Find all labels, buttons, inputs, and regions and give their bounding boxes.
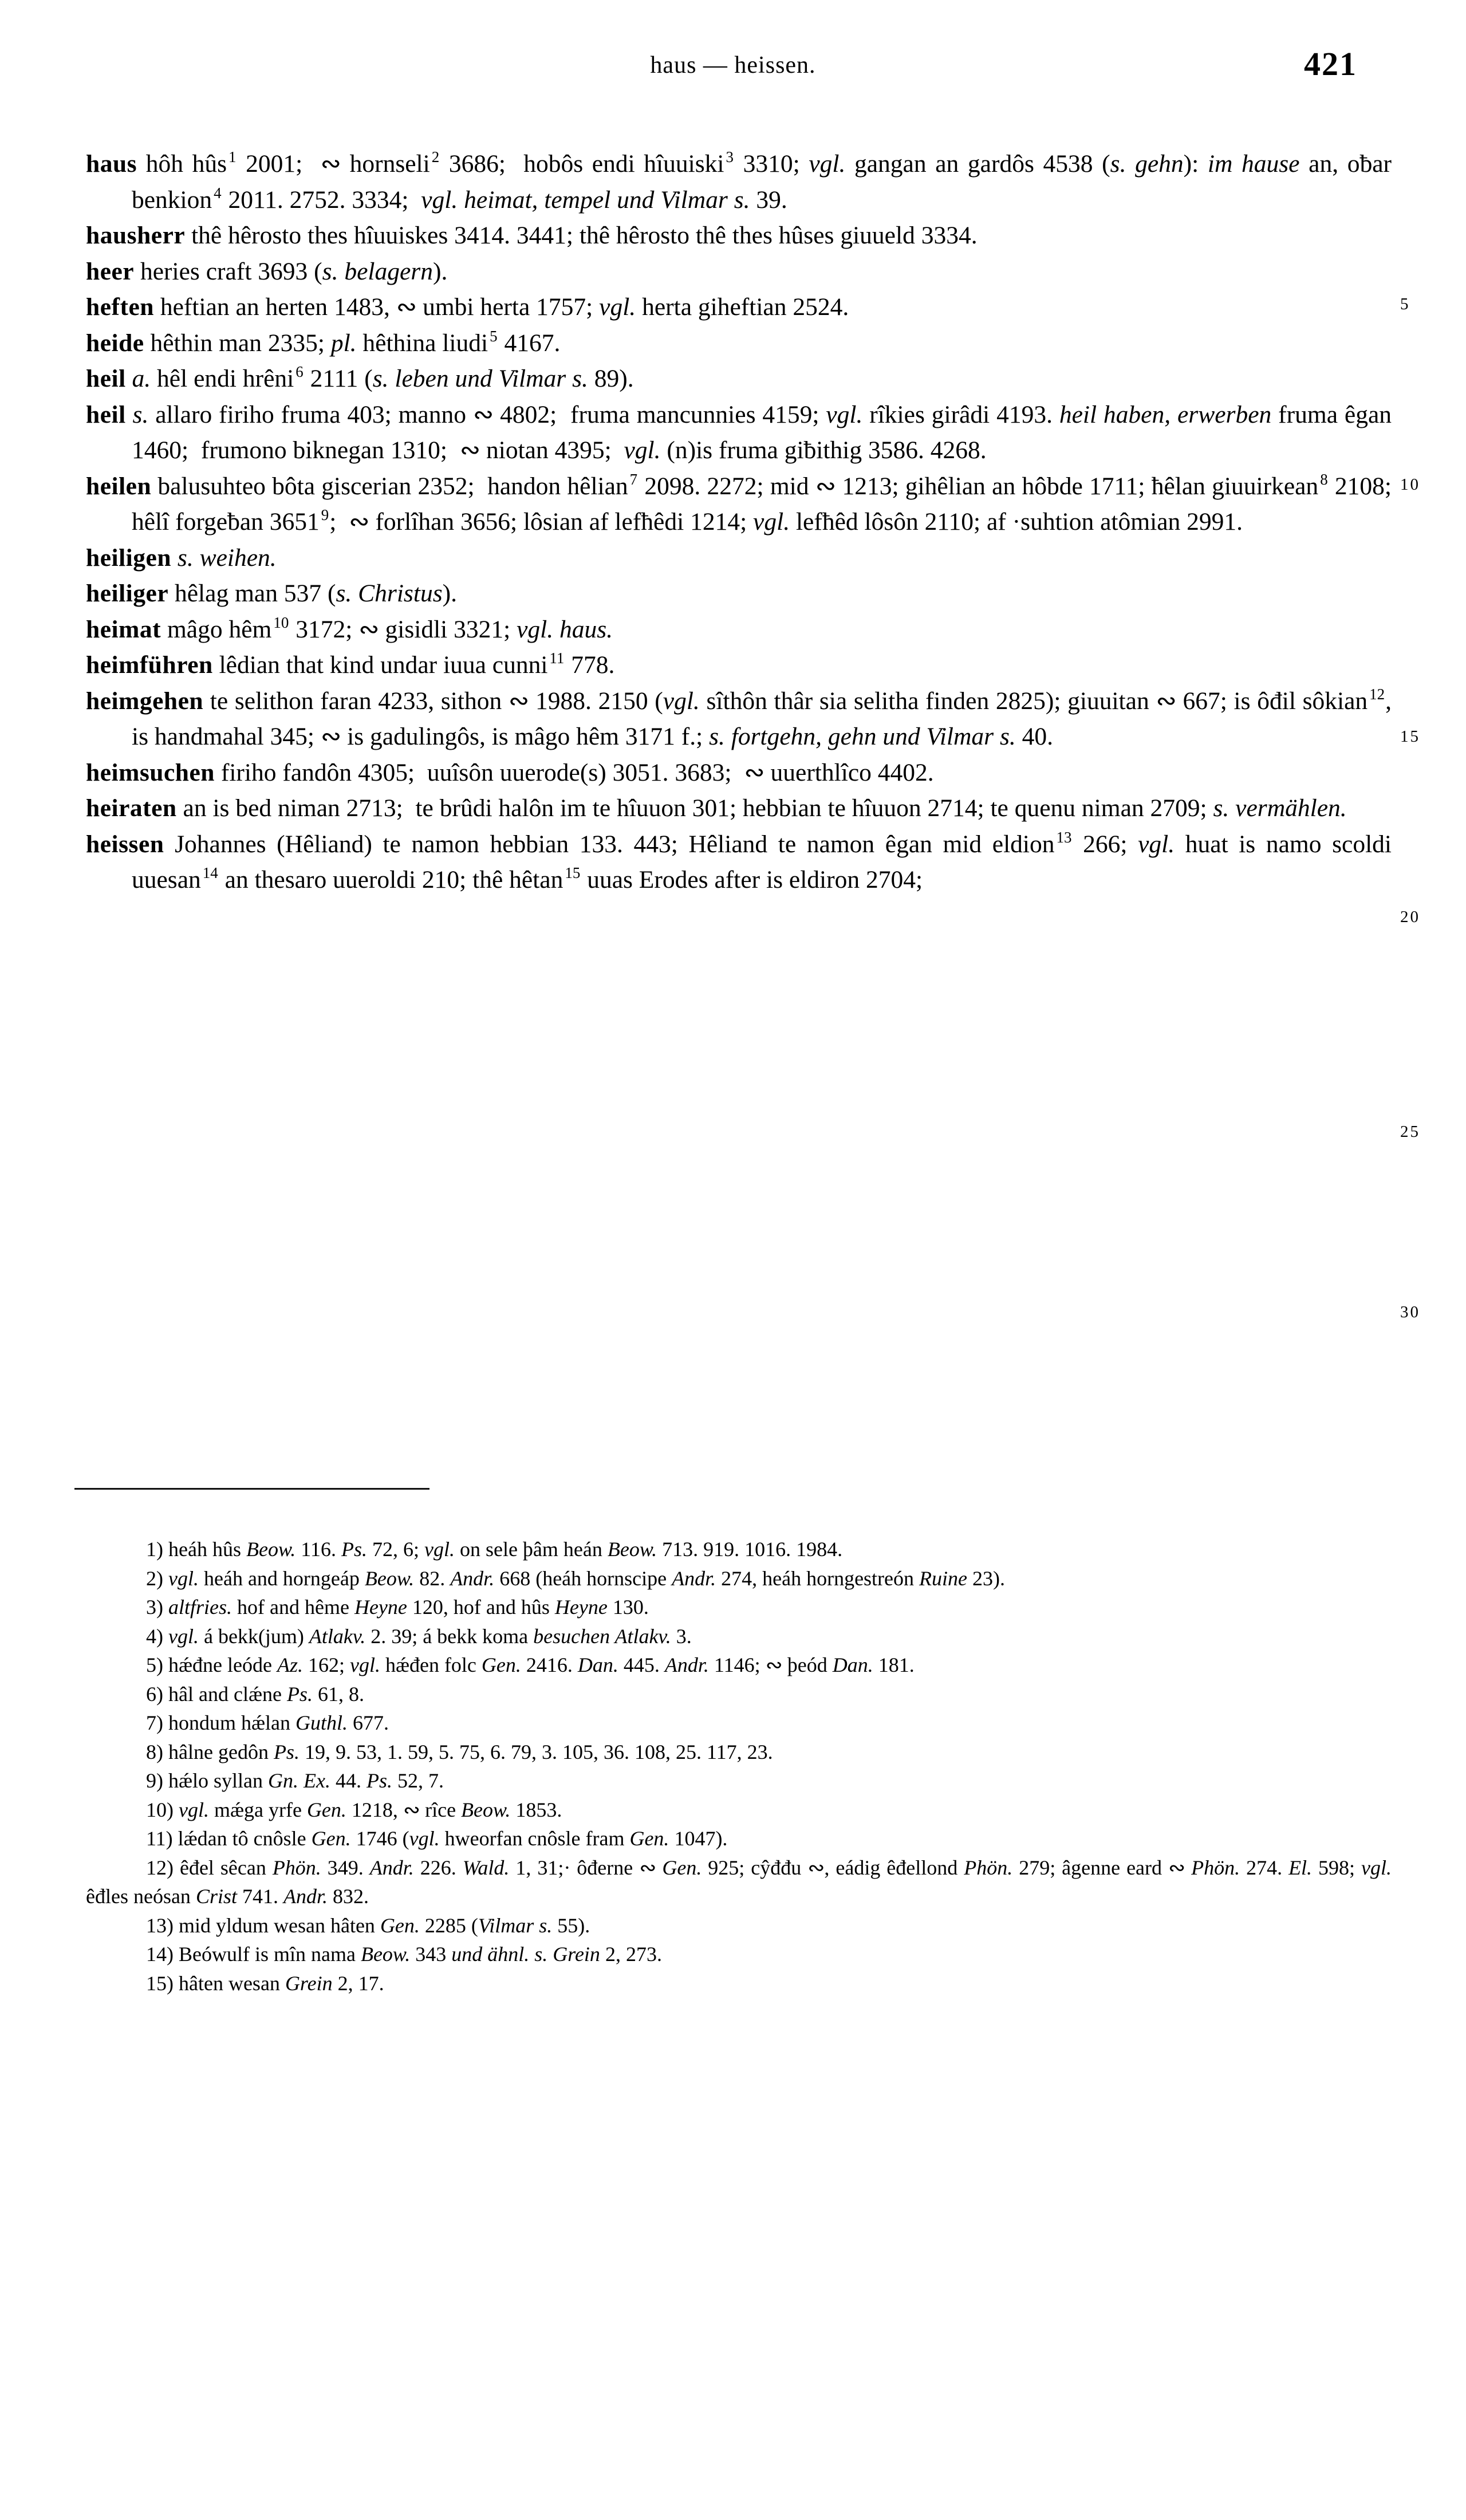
running-head bbox=[86, 45, 1380, 92]
footnote-number: 13) bbox=[146, 1913, 174, 1937]
dictionary-entry bbox=[86, 647, 1392, 683]
footnote-text: Beówulf is mîn nama Beow. 343 und ähnl. s. Grein 2, 273. bbox=[179, 1943, 662, 1966]
footnote-ref[interactable]: 7 bbox=[629, 470, 638, 488]
footnote-number: 3) bbox=[146, 1596, 163, 1619]
dictionary-entry bbox=[86, 254, 1392, 290]
dictionary-entry bbox=[86, 755, 1392, 791]
footnote-ref[interactable]: 12 bbox=[1369, 685, 1385, 703]
footnote-ref[interactable]: 8 bbox=[1320, 470, 1328, 488]
footnote-number: 10) bbox=[146, 1798, 174, 1821]
footnote-text: êđel sêcan Phön. 349. Andr. 226. Wald. 1, 31;· ôđerne ∾ Gen. 925; cŷđđu ∾, eádig êđellond Phön. 279; âgenne eard ∾ Phön. 274. El. 598; vgl. êđles neósan Crist 741. Andr. 832. bbox=[86, 1856, 1392, 1908]
entry-lemma: heiliger bbox=[86, 580, 169, 607]
footnote-text: hâlne gedôn Ps. 19, 9. 53, 1. 59, 5. 75, 6. 79, 3. 105, 36. 108, 25. 117, 23. bbox=[168, 1740, 773, 1763]
footnote-text: hâten wesan Grein 2, 17. bbox=[179, 1971, 384, 1995]
line-number: 15 bbox=[1400, 727, 1420, 746]
entry-body: hêlag man 537 (s. Christus). bbox=[175, 580, 457, 607]
entry-lemma: heil bbox=[86, 400, 126, 428]
footnote-ref[interactable]: 2 bbox=[431, 148, 440, 166]
footnote-number: 11) bbox=[146, 1827, 173, 1850]
footnote-ref[interactable]: 3 bbox=[726, 148, 734, 166]
entry-body: lêdian that kind undar iuua cunni $^{11}$ 778. bbox=[219, 649, 615, 679]
footnote-item bbox=[86, 1969, 1392, 1998]
entry-lemma: heimat bbox=[86, 615, 161, 643]
entry-body: balusuhteo bôta giscerian 2352; handon hêlian $^7$ 2098. 2272; mid ∾ 1213; gihêlian an hôbde 1711; ħêlan giuuirkean $^8$ 2108; hêlî forgeƀan 3651 $^9$; ∾ forlîhan 3656; lôsian af lefħêdi 1214; vgl. lefħêd lôsôn 2110; af ·suhtion atômian 2991. bbox=[132, 470, 1392, 536]
footnote-ref[interactable]: 10 bbox=[273, 613, 289, 631]
entry-lemma: heiligen bbox=[86, 544, 172, 572]
footnote-text: altfries. hof and hême Heyne 120, hof and hûs Heyne 130. bbox=[168, 1596, 649, 1619]
page-number: 421 bbox=[1304, 45, 1357, 82]
dictionary-entry bbox=[86, 790, 1392, 826]
footnote-ref[interactable]: 11 bbox=[549, 649, 565, 667]
footnote-text: lǽdan tô cnôsle Gen. 1746 (vgl. hweorfan cnôsle fram Gen. 1047). bbox=[178, 1827, 728, 1850]
footnote-number: 12) bbox=[146, 1856, 174, 1879]
dictionary-entry bbox=[86, 397, 1392, 468]
footnote-item bbox=[86, 1911, 1392, 1940]
dictionary-entry bbox=[86, 289, 1392, 325]
footnote-item bbox=[86, 1796, 1392, 1825]
entry-body: heries craft 3693 (s. belagern). bbox=[140, 257, 448, 285]
dictionary-entry bbox=[86, 468, 1392, 540]
entry-lemma: hausherr bbox=[86, 222, 186, 249]
line-number: 20 bbox=[1400, 908, 1420, 926]
footnote-ref[interactable]: 15 bbox=[565, 864, 581, 882]
footnote-text: vgl. mǽga yrfe Gen. 1218, ∾ rîce Beow. 1853. bbox=[179, 1798, 562, 1821]
footnote-item bbox=[86, 1766, 1392, 1796]
footnote-ref[interactable]: 1 bbox=[228, 148, 237, 166]
entry-body: te selithon faran 4233, sithon ∾ 1988. 2150 (vgl. sîthôn thâr sia selitha finden 2825); giuuitan ∾ 667; is ôđil sôkian $^{12}$, is handmahal 345; ∾ is gadulingôs, is mâgo hêm 3171 f.; s. fortgehn, gehn und Vilmar s. 40. bbox=[132, 685, 1392, 750]
footnote-item bbox=[86, 1824, 1392, 1853]
dictionary-entry bbox=[86, 683, 1392, 755]
footnote-number: 6) bbox=[146, 1682, 163, 1706]
entry-lemma: heer bbox=[86, 257, 135, 285]
entry-body: hôh hûs $^1$ 2001; ∾ hornseli $^2$ 3686; hobôs endi hîuuiski $^3$ 3310; vgl. gangan an gardôs 4538 (s. gehn): im hause an, oƀar benkion $^4$ 2011. 2752. 3334; vgl. heimat, tempel und Vilmar s. 39. bbox=[132, 148, 1392, 214]
footnote-number: 15) bbox=[146, 1971, 174, 1995]
entry-body: a. hêl endi hrêni $^6$ 2111 (s. leben und Vilmar s. 89). bbox=[132, 363, 634, 392]
entry-lemma: heften bbox=[86, 293, 154, 321]
dictionary-entry bbox=[86, 218, 1392, 254]
entry-body: s. weihen. bbox=[177, 544, 277, 572]
footnote-text: hondum hǽlan Guthl. 677. bbox=[168, 1711, 389, 1734]
entry-lemma: heissen bbox=[86, 830, 164, 858]
footnote-number: 7) bbox=[146, 1711, 163, 1734]
footnote-text: mid yldum wesan hâten Gen. 2285 (Vilmar s. 55). bbox=[179, 1913, 590, 1937]
footnote-item bbox=[86, 1940, 1392, 1969]
footnote-ref[interactable]: 6 bbox=[295, 363, 304, 381]
dictionary-entry bbox=[86, 361, 1392, 397]
footnote-text: hǽlo syllan Gn. Ex. 44. Ps. 52, 7. bbox=[168, 1769, 444, 1792]
footnote-item bbox=[86, 1853, 1392, 1911]
line-number: 25 bbox=[1400, 1123, 1420, 1141]
footnote-item bbox=[86, 1622, 1392, 1651]
footnote-ref[interactable]: 14 bbox=[202, 864, 218, 882]
entry-lemma: heiraten bbox=[86, 794, 177, 822]
dictionary-entry bbox=[86, 146, 1392, 218]
footnote-number: 9) bbox=[146, 1769, 163, 1792]
footnote-item bbox=[86, 1708, 1392, 1738]
footnote-text: hǽđne leóde Az. 162; vgl. hǽđen folc Gen. 2416. Dan. 445. Andr. 1146; ∾ þeód Dan. 181. bbox=[168, 1653, 915, 1676]
footnote-text: hâl and clǽne Ps. 61, 8. bbox=[168, 1682, 364, 1706]
footnote-ref[interactable]: 5 bbox=[490, 327, 498, 345]
footnote-ref[interactable]: 9 bbox=[321, 506, 329, 524]
entry-body: heftian an herten 1483, ∾ umbi herta 1757; vgl. herta giheftian 2524. bbox=[160, 293, 849, 321]
entry-body: thê hêrosto thes hîuuiskes 3414. 3441; thê hêrosto thê thes hûses giuueld 3334. bbox=[191, 222, 978, 249]
entry-body: an is bed niman 2713; te brûdi halôn im te hîuuon 301; hebbian te hîuuon 2714; te quenu niman 2709; s. vermählen. bbox=[183, 794, 1347, 822]
footnote-item bbox=[86, 1738, 1392, 1767]
dictionary-entry bbox=[86, 540, 1392, 576]
footnote-number: 2) bbox=[146, 1566, 163, 1590]
dictionary-entry bbox=[86, 325, 1392, 361]
footnote-item bbox=[86, 1535, 1392, 1564]
entry-body: s. allaro firiho fruma 403; manno ∾ 4802; fruma mancunnies 4159; vgl. rîkies girâdi 4193. heil haben, erwerben fruma êgan 1460; frumono biknegan 1310; ∾ niotan 4395; vgl. (n)is fruma giƀithig 3586. 4268. bbox=[132, 400, 1392, 464]
footnote-item bbox=[86, 1593, 1392, 1622]
footnote-item bbox=[86, 1564, 1392, 1593]
footnote-ref[interactable]: 13 bbox=[1056, 828, 1072, 846]
footnote-number: 14) bbox=[146, 1943, 174, 1966]
running-title: haus — heissen. bbox=[650, 52, 816, 78]
entry-lemma: heide bbox=[86, 329, 144, 357]
footnote-text: heáh hûs Beow. 116. Ps. 72, 6; vgl. on sele þâm heán Beow. 713. 919. 1016. 1984. bbox=[168, 1538, 843, 1561]
footnote-item bbox=[86, 1651, 1392, 1680]
dictionary-entry bbox=[86, 576, 1392, 612]
entry-column bbox=[86, 146, 1392, 898]
footnote-separator-rule bbox=[74, 1488, 429, 1490]
footnote-number: 4) bbox=[146, 1624, 163, 1648]
footnote-ref[interactable]: 4 bbox=[214, 184, 222, 202]
footnote-text: vgl. á bekk(jum) Atlakv. 2. 39; á bekk koma besuchen Atlakv. 3. bbox=[168, 1624, 692, 1648]
dictionary-entry bbox=[86, 612, 1392, 648]
entry-body: mâgo hêm $^{10}$ 3172; ∾ gisidli 3321; vgl. haus. bbox=[167, 613, 613, 643]
line-number: 5 bbox=[1400, 295, 1410, 313]
line-number: 30 bbox=[1400, 1303, 1420, 1321]
entry-body: Johannes (Hêliand) te namon hebbian 133. 443; Hêliand te namon êgan mid eldion $^{13}$ 266; vgl. huat is namo scoldi uuesan $^{14}$ an thesaro uueroldi 210; thê hêtan $^{15}$ uuas Erodes after is eldiron 2704; bbox=[132, 828, 1392, 893]
entry-lemma: heimführen bbox=[86, 651, 213, 679]
entry-lemma: heimsuchen bbox=[86, 758, 215, 786]
entry-lemma: heilen bbox=[86, 472, 152, 500]
entry-lemma: heil bbox=[86, 365, 126, 392]
footnote-number: 5) bbox=[146, 1653, 163, 1676]
entry-lemma: heimgehen bbox=[86, 687, 204, 715]
footnote-text: vgl. heáh and horngeáp Beow. 82. Andr. 668 (heáh hornscipe Andr. 274, heáh horngestreón Ruine 23). bbox=[168, 1566, 1006, 1590]
entry-lemma: haus bbox=[86, 150, 137, 178]
line-number: 10 bbox=[1400, 475, 1420, 494]
entry-body: firiho fandôn 4305; uuîsôn uuerode(s) 3051. 3683; ∾ uuerthlîco 4402. bbox=[220, 758, 934, 786]
footnote-block bbox=[86, 1535, 1392, 1998]
footnote-number: 1) bbox=[146, 1538, 163, 1561]
footnote-number: 8) bbox=[146, 1740, 163, 1763]
entry-body: hêthin man 2335; pl. hêthina liudi $^5$ 4167. bbox=[150, 327, 561, 357]
dictionary-entry bbox=[86, 826, 1392, 898]
tilde-symbol: ∾ bbox=[320, 150, 341, 178]
footnote-item bbox=[86, 1680, 1392, 1709]
